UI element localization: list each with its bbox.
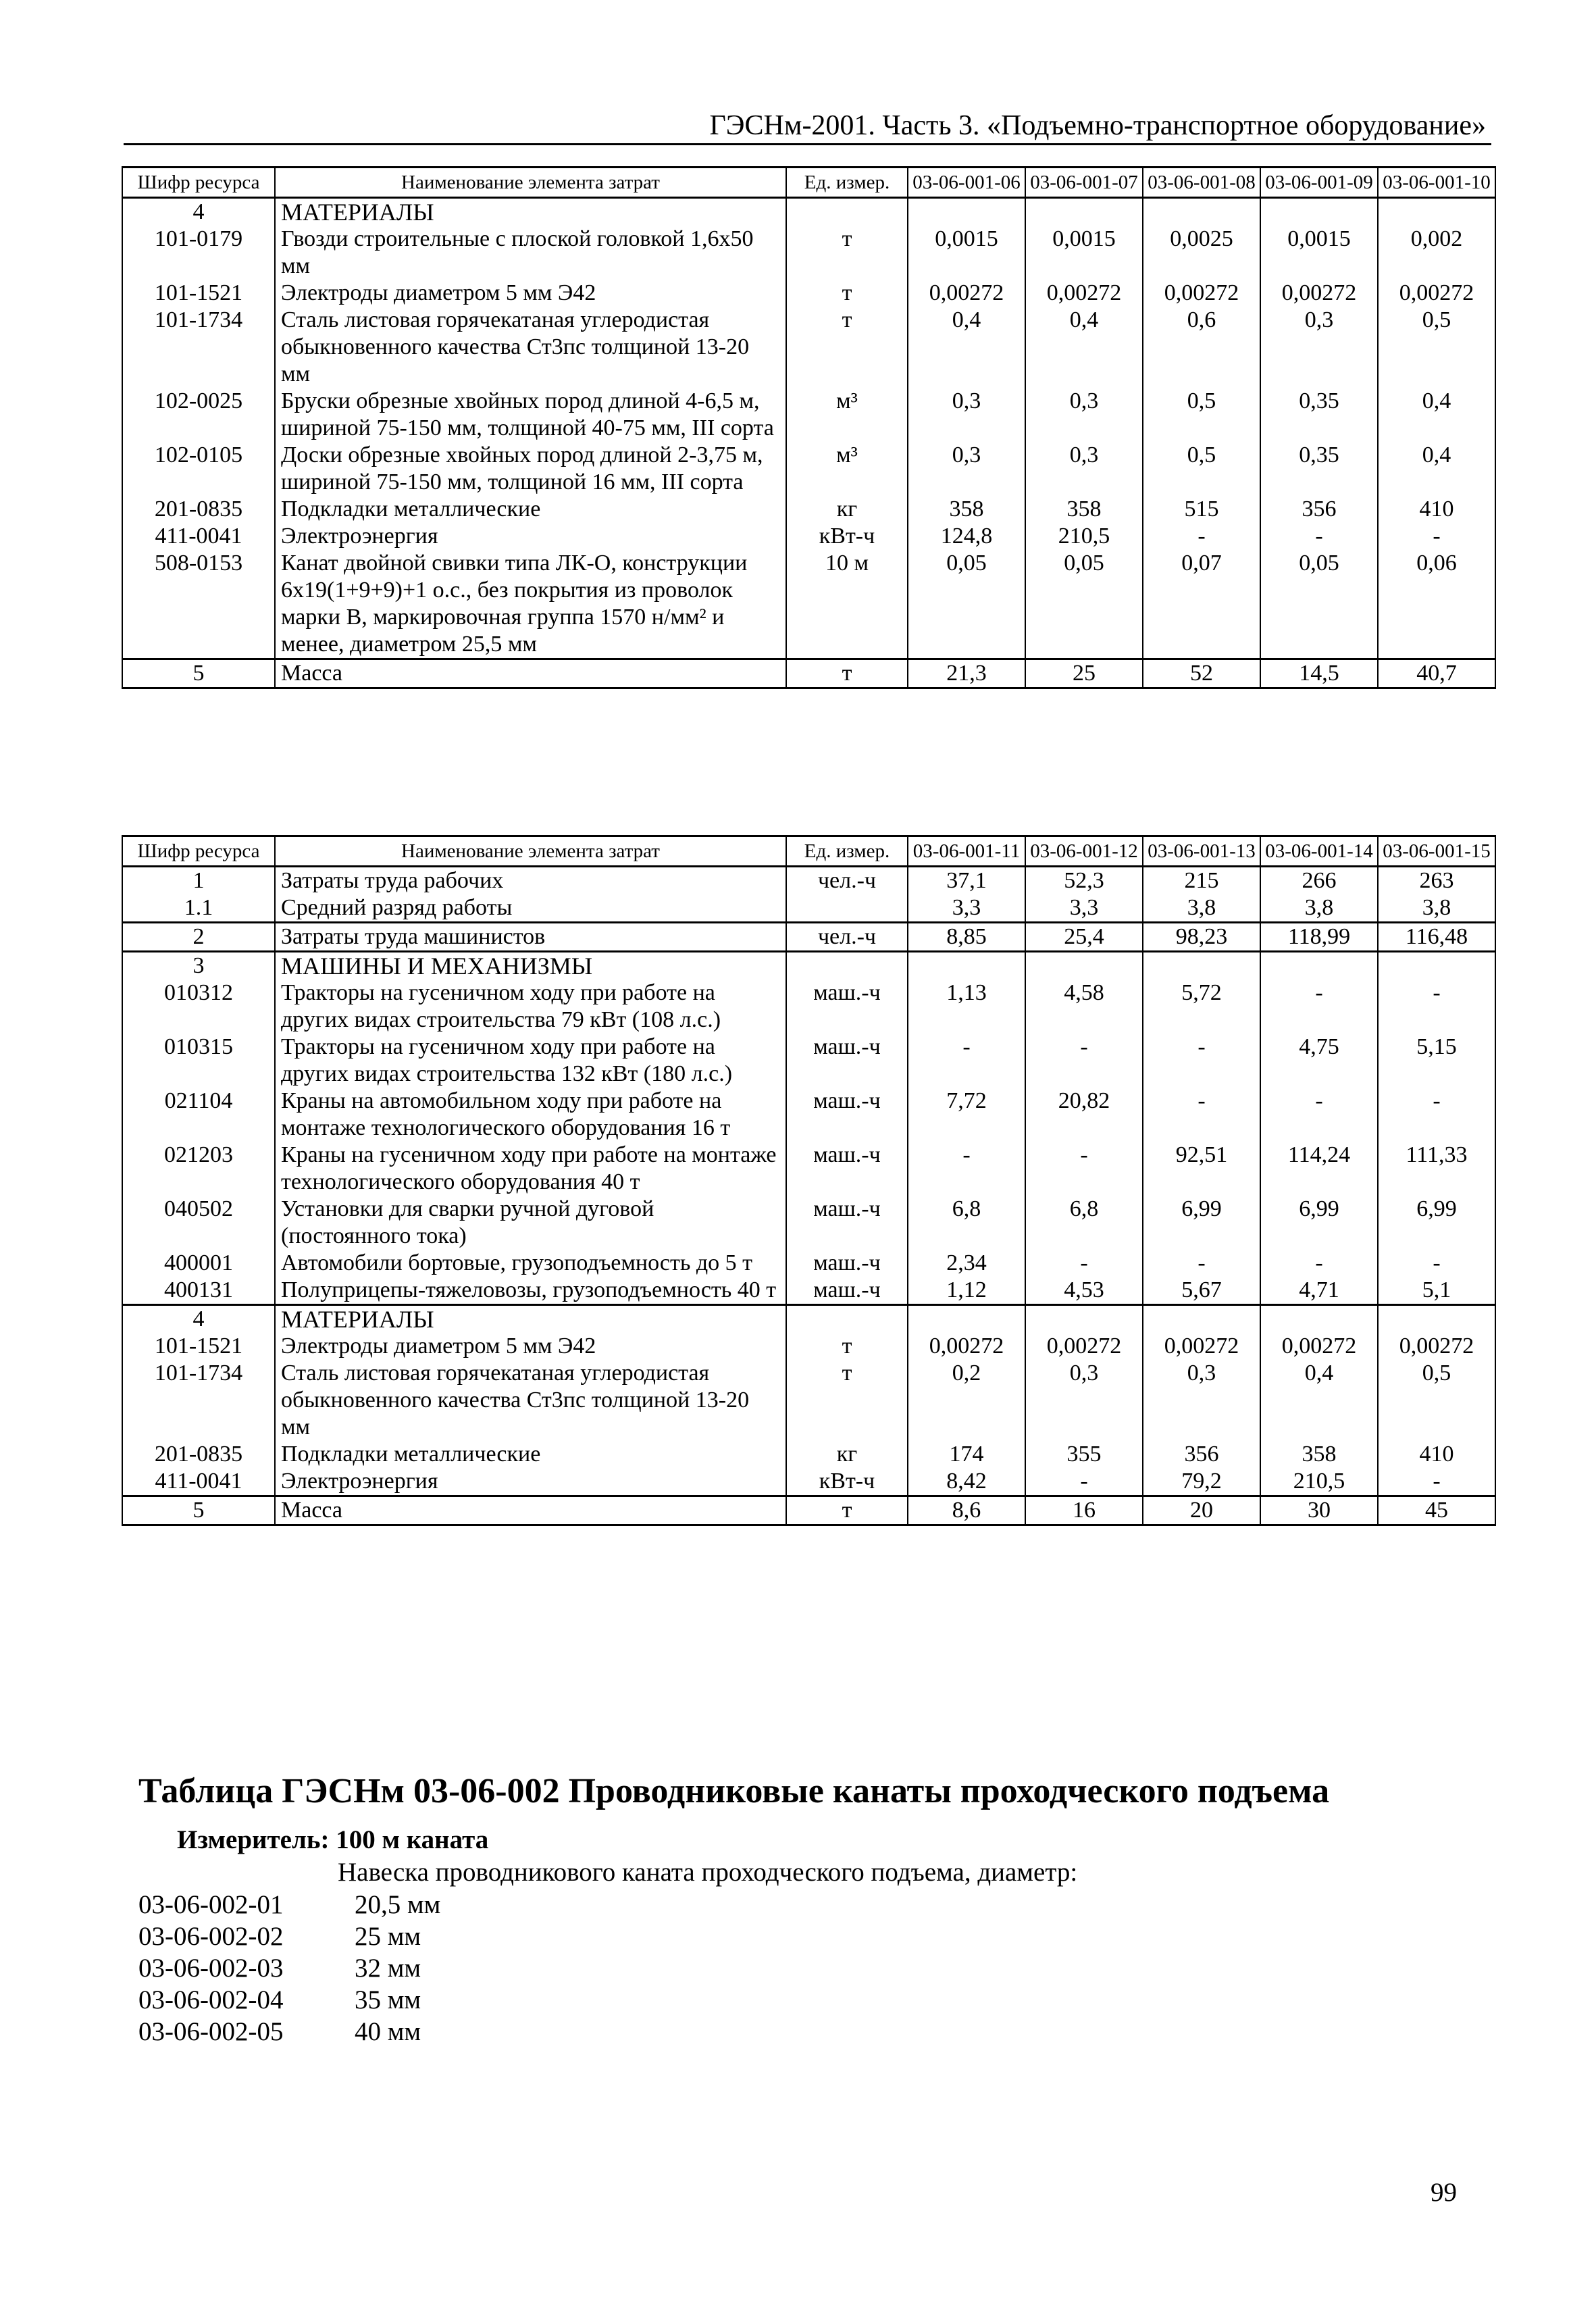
value-cell: 8,42	[908, 1468, 1025, 1496]
norm-code: 03-06-002-02	[138, 1922, 284, 1951]
value-cell: 0,3	[1025, 442, 1143, 496]
table-row	[122, 952, 1495, 980]
table-row	[122, 496, 1495, 523]
norm-diameter: 25 мм	[355, 1922, 421, 1951]
norm-diameter: 40 мм	[355, 2017, 421, 2046]
cost-element-name: Затраты труда рабочих	[275, 867, 786, 895]
norm-diameter: 35 мм	[355, 1985, 421, 2014]
value-cell: 0,0015	[1025, 226, 1143, 280]
value-cell: -	[1260, 1088, 1378, 1142]
value-cell: 2,34	[908, 1250, 1025, 1277]
value-cell: 0,3	[1260, 307, 1378, 388]
value-cell: 0,00272	[1025, 1333, 1143, 1360]
value-cell: 20,82	[1025, 1088, 1143, 1142]
cost-element-name: Электроэнергия	[275, 523, 786, 550]
resource-code: 3	[122, 952, 275, 980]
value-cell: 174	[908, 1441, 1025, 1468]
resource-code: 400001	[122, 1250, 275, 1277]
norm-code: 03-06-002-04	[138, 1985, 284, 2014]
cost-element-name: Канат двойной свивки типа ЛК-О, конструкции 6х19(1+9+9)+1 о.с., без покрытия из проволок марки В, маркировочная группа 1570 н/мм² и менее, диаметром 25,5 мм	[275, 550, 786, 659]
page-number: 99	[1431, 2178, 1457, 2207]
list-item	[138, 1984, 440, 2016]
resource-code: 508-0153	[122, 550, 275, 659]
value-cell: 0,4	[1378, 442, 1495, 496]
table-row	[122, 1277, 1495, 1305]
cost-element-name: Краны на автомобильном ходу при работе на монтаже технологического оборудования 16 т	[275, 1088, 786, 1142]
table-row	[122, 1142, 1495, 1196]
cost-element-name: Сталь листовая горячекатаная углеродистая обыкновенного качества Ст3пс толщиной 13-20 мм	[275, 1360, 786, 1441]
value-cell: 0,00272	[908, 1333, 1025, 1360]
value-cell: 0,35	[1260, 442, 1378, 496]
norm-diameter: 20,5 мм	[355, 1890, 441, 1919]
value-cell: 0,0015	[908, 226, 1025, 280]
resource-code: 4	[122, 198, 275, 226]
section-table-description: Навеска проводникового каната проходческого подъема, диаметр:	[338, 1858, 1078, 1887]
column-header: Шифр ресурса	[122, 168, 275, 198]
value-cell: -	[1143, 1034, 1260, 1088]
column-header: 03-06-001-09	[1260, 168, 1378, 198]
resource-code: 010312	[122, 980, 275, 1034]
table-header-row	[122, 168, 1495, 198]
cost-element-name: Краны на гусеничном ходу при работе на монтаже технологического оборудования 40 т	[275, 1142, 786, 1196]
value-cell: -	[1143, 1088, 1260, 1142]
value-cell: 356	[1260, 496, 1378, 523]
resource-code: 101-0179	[122, 226, 275, 280]
value-cell: 8,85	[908, 923, 1025, 952]
cost-element-name: МАТЕРИАЛЫ	[275, 198, 786, 226]
cost-element-name: Полуприцепы-тяжеловозы, грузоподъемность 40 т	[275, 1277, 786, 1305]
resource-code: 101-1734	[122, 307, 275, 388]
unit-cell: маш.-ч	[786, 980, 908, 1034]
table-header-row	[122, 836, 1495, 867]
cost-element-name: Подкладки металлические	[275, 496, 786, 523]
unit-cell: чел.-ч	[786, 867, 908, 895]
value-cell: -	[1378, 1250, 1495, 1277]
value-cell: 0,00272	[1378, 280, 1495, 307]
resource-code: 101-1521	[122, 1333, 275, 1360]
resource-code: 201-0835	[122, 496, 275, 523]
unit-cell: м³	[786, 442, 908, 496]
value-cell: 111,33	[1378, 1142, 1495, 1196]
unit-cell: т	[786, 659, 908, 688]
unit-cell: кВт-ч	[786, 1468, 908, 1496]
value-cell: 0,5	[1378, 307, 1495, 388]
value-cell: 6,99	[1378, 1196, 1495, 1250]
value-cell	[908, 1305, 1025, 1333]
value-cell: 21,3	[908, 659, 1025, 688]
value-cell: 0,05	[1025, 550, 1143, 659]
table-row	[122, 307, 1495, 388]
value-cell: 410	[1378, 1441, 1495, 1468]
value-cell: 6,8	[1025, 1196, 1143, 1250]
list-item	[138, 1889, 440, 1921]
value-cell: 0,6	[1143, 307, 1260, 388]
unit-cell: маш.-ч	[786, 1142, 908, 1196]
norms-table-001-06-10	[122, 166, 1496, 689]
column-header: Наименование элемента затрат	[275, 168, 786, 198]
value-cell: -	[908, 1034, 1025, 1088]
column-header: Ед. измер.	[786, 168, 908, 198]
norms-table-001-11-15	[122, 835, 1496, 1526]
value-cell: 0,4	[1025, 307, 1143, 388]
value-cell: 0,4	[1378, 388, 1495, 442]
cost-element-name: Доски обрезные хвойных пород длиной 2-3,75 м, шириной 75-150 мм, толщиной 16 мм, III сорта	[275, 442, 786, 496]
resource-code: 2	[122, 923, 275, 952]
value-cell: 210,5	[1025, 523, 1143, 550]
cost-element-name: Тракторы на гусеничном ходу при работе на других видах строительства 79 кВт (108 л.с.)	[275, 980, 786, 1034]
value-cell: 0,5	[1378, 1360, 1495, 1441]
table-row	[122, 442, 1495, 496]
table-row	[122, 1468, 1495, 1496]
table-row	[122, 980, 1495, 1034]
value-cell: 0,5	[1143, 388, 1260, 442]
cost-element-name: Сталь листовая горячекатаная углеродистая обыкновенного качества Ст3пс толщиной 13-20 мм	[275, 307, 786, 388]
value-cell	[1143, 198, 1260, 226]
unit-cell: маш.-ч	[786, 1088, 908, 1142]
table-row	[122, 1034, 1495, 1088]
value-cell: 3,8	[1143, 894, 1260, 923]
value-cell: 0,3	[1025, 388, 1143, 442]
table-row	[122, 1333, 1495, 1360]
value-cell	[1143, 1305, 1260, 1333]
value-cell: 5,72	[1143, 980, 1260, 1034]
value-cell: 0,0025	[1143, 226, 1260, 280]
resource-code: 1.1	[122, 894, 275, 923]
value-cell: 4,58	[1025, 980, 1143, 1034]
value-cell: 356	[1143, 1441, 1260, 1468]
cost-element-name: Электроды диаметром 5 мм Э42	[275, 1333, 786, 1360]
value-cell: 52,3	[1025, 867, 1143, 895]
column-header: Шифр ресурса	[122, 836, 275, 867]
list-item	[138, 1952, 440, 1984]
value-cell: 116,48	[1378, 923, 1495, 952]
unit-cell: кВт-ч	[786, 523, 908, 550]
resource-code: 010315	[122, 1034, 275, 1088]
value-cell: 37,1	[908, 867, 1025, 895]
column-header: Ед. измер.	[786, 836, 908, 867]
cost-element-name: Электроды диаметром 5 мм Э42	[275, 280, 786, 307]
value-cell: 0,00272	[1378, 1333, 1495, 1360]
unit-cell: маш.-ч	[786, 1250, 908, 1277]
value-cell: 6,99	[1260, 1196, 1378, 1250]
value-cell: 5,67	[1143, 1277, 1260, 1305]
value-cell: 7,72	[908, 1088, 1025, 1142]
table-row	[122, 1196, 1495, 1250]
value-cell: 3,3	[908, 894, 1025, 923]
value-cell: 0,3	[908, 442, 1025, 496]
resource-code: 201-0835	[122, 1441, 275, 1468]
unit-cell: т	[786, 1496, 908, 1525]
unit-cell: м³	[786, 388, 908, 442]
value-cell: 4,71	[1260, 1277, 1378, 1305]
unit-cell: т	[786, 226, 908, 280]
value-cell: -	[1025, 1468, 1143, 1496]
resource-code: 040502	[122, 1196, 275, 1250]
norm-code: 03-06-002-03	[138, 1954, 284, 1983]
resource-code: 101-1521	[122, 280, 275, 307]
value-cell: 0,05	[908, 550, 1025, 659]
value-cell: 45	[1378, 1496, 1495, 1525]
column-header: Наименование элемента затрат	[275, 836, 786, 867]
value-cell: 215	[1143, 867, 1260, 895]
cost-element-name: Электроэнергия	[275, 1468, 786, 1496]
value-cell	[1260, 1305, 1378, 1333]
value-cell: -	[1378, 1088, 1495, 1142]
resource-code: 5	[122, 1496, 275, 1525]
value-cell: 14,5	[1260, 659, 1378, 688]
value-cell: 358	[1260, 1441, 1378, 1468]
norm-code-list	[138, 1889, 440, 2048]
value-cell: -	[1378, 1468, 1495, 1496]
value-cell	[1025, 952, 1143, 980]
value-cell: 0,5	[1143, 442, 1260, 496]
value-cell: 4,53	[1025, 1277, 1143, 1305]
value-cell: 410	[1378, 496, 1495, 523]
table-row	[122, 1088, 1495, 1142]
value-cell: 3,3	[1025, 894, 1143, 923]
unit-cell: т	[786, 1360, 908, 1441]
value-cell	[908, 198, 1025, 226]
value-cell: 0,35	[1260, 388, 1378, 442]
cost-element-name: Средний разряд работы	[275, 894, 786, 923]
unit-cell: маш.-ч	[786, 1196, 908, 1250]
value-cell: 8,6	[908, 1496, 1025, 1525]
table-row	[122, 1441, 1495, 1468]
value-cell: 6,8	[908, 1196, 1025, 1250]
value-cell: -	[1143, 523, 1260, 550]
cost-element-name: Тракторы на гусеничном ходу при работе на других видах строительства 132 кВт (180 л.с.)	[275, 1034, 786, 1088]
value-cell: 52	[1143, 659, 1260, 688]
cost-element-name: МАТЕРИАЛЫ	[275, 1305, 786, 1333]
table-row	[122, 226, 1495, 280]
cost-element-name: МАШИНЫ И МЕХАНИЗМЫ	[275, 952, 786, 980]
running-header: ГЭСНм-2001. Часть 3. «Подъемно-транспортное оборудование»	[709, 110, 1486, 141]
column-header: 03-06-001-13	[1143, 836, 1260, 867]
value-cell: 25,4	[1025, 923, 1143, 952]
value-cell: 358	[1025, 496, 1143, 523]
unit-cell: кг	[786, 1441, 908, 1468]
value-cell: 0,4	[908, 307, 1025, 388]
value-cell: 0,05	[1260, 550, 1378, 659]
value-cell: 1,12	[908, 1277, 1025, 1305]
norm-diameter: 32 мм	[355, 1954, 421, 1983]
value-cell: 25	[1025, 659, 1143, 688]
table-row	[122, 867, 1495, 895]
table-row	[122, 198, 1495, 226]
table-row	[122, 1360, 1495, 1441]
value-cell: -	[1378, 980, 1495, 1034]
unit-cell: т	[786, 280, 908, 307]
column-header: 03-06-001-10	[1378, 168, 1495, 198]
resource-code: 411-0041	[122, 523, 275, 550]
value-cell: 358	[908, 496, 1025, 523]
value-cell	[1378, 1305, 1495, 1333]
column-header: 03-06-001-07	[1025, 168, 1143, 198]
resource-code: 4	[122, 1305, 275, 1333]
value-cell: 266	[1260, 867, 1378, 895]
unit-cell: 10 м	[786, 550, 908, 659]
unit-cell: т	[786, 307, 908, 388]
value-cell: -	[1025, 1034, 1143, 1088]
value-cell: -	[1025, 1250, 1143, 1277]
value-cell: 0,00272	[1143, 1333, 1260, 1360]
resource-code: 1	[122, 867, 275, 895]
cost-element-name: Подкладки металлические	[275, 1441, 786, 1468]
header-rule	[124, 143, 1491, 145]
value-cell: 210,5	[1260, 1468, 1378, 1496]
norm-code: 03-06-002-01	[138, 1890, 284, 1919]
resource-code: 021104	[122, 1088, 275, 1142]
resource-code: 102-0025	[122, 388, 275, 442]
list-item	[138, 2016, 440, 2048]
column-header: 03-06-001-06	[908, 168, 1025, 198]
value-cell: 0,0015	[1260, 226, 1378, 280]
norm-code: 03-06-002-05	[138, 2017, 284, 2046]
resource-code: 411-0041	[122, 1468, 275, 1496]
value-cell: 515	[1143, 496, 1260, 523]
value-cell: 0,06	[1378, 550, 1495, 659]
value-cell: -	[908, 1142, 1025, 1196]
value-cell: 0,3	[1143, 1360, 1260, 1441]
table-row	[122, 659, 1495, 688]
value-cell	[1260, 952, 1378, 980]
unit-cell: т	[786, 1333, 908, 1360]
value-cell: 92,51	[1143, 1142, 1260, 1196]
value-cell: -	[1143, 1250, 1260, 1277]
unit-cell	[786, 198, 908, 226]
value-cell: -	[1260, 980, 1378, 1034]
value-cell: 263	[1378, 867, 1495, 895]
section-table-measure: Измеритель: 100 м каната	[177, 1825, 489, 1854]
table-row	[122, 523, 1495, 550]
cost-element-name: Автомобили бортовые, грузоподъемность до 5 т	[275, 1250, 786, 1277]
value-cell: 0,00272	[1025, 280, 1143, 307]
value-cell: 0,00272	[1143, 280, 1260, 307]
unit-cell: кг	[786, 496, 908, 523]
value-cell: 0,00272	[1260, 280, 1378, 307]
list-item	[138, 1921, 440, 1952]
table-row	[122, 388, 1495, 442]
value-cell: 5,15	[1378, 1034, 1495, 1088]
value-cell: 79,2	[1143, 1468, 1260, 1496]
column-header: 03-06-001-15	[1378, 836, 1495, 867]
cost-element-name: Масса	[275, 1496, 786, 1525]
unit-cell: маш.-ч	[786, 1034, 908, 1088]
resource-code: 101-1734	[122, 1360, 275, 1441]
value-cell: 355	[1025, 1441, 1143, 1468]
cost-element-name: Гвозди строительные с плоской головкой 1,6х50 мм	[275, 226, 786, 280]
value-cell	[1378, 952, 1495, 980]
value-cell: 0,3	[1025, 1360, 1143, 1441]
value-cell: 0,07	[1143, 550, 1260, 659]
table-row	[122, 280, 1495, 307]
column-header: 03-06-001-11	[908, 836, 1025, 867]
value-cell	[1378, 198, 1495, 226]
value-cell: 0,00272	[908, 280, 1025, 307]
resource-code: 5	[122, 659, 275, 688]
value-cell: 0,4	[1260, 1360, 1378, 1441]
column-header: 03-06-001-14	[1260, 836, 1378, 867]
value-cell: 4,75	[1260, 1034, 1378, 1088]
cost-element-name: Затраты труда машинистов	[275, 923, 786, 952]
unit-cell	[786, 894, 908, 923]
value-cell	[1025, 198, 1143, 226]
table-row	[122, 894, 1495, 923]
value-cell: 98,23	[1143, 923, 1260, 952]
resource-code: 021203	[122, 1142, 275, 1196]
value-cell	[1260, 198, 1378, 226]
value-cell	[1143, 952, 1260, 980]
unit-cell	[786, 952, 908, 980]
value-cell: -	[1260, 523, 1378, 550]
value-cell: 40,7	[1378, 659, 1495, 688]
value-cell: 0,00272	[1260, 1333, 1378, 1360]
unit-cell: маш.-ч	[786, 1277, 908, 1305]
cost-element-name: Масса	[275, 659, 786, 688]
table-row	[122, 550, 1495, 659]
column-header: 03-06-001-08	[1143, 168, 1260, 198]
value-cell	[908, 952, 1025, 980]
table-row	[122, 1496, 1495, 1525]
value-cell	[1025, 1305, 1143, 1333]
value-cell: 3,8	[1378, 894, 1495, 923]
value-cell: -	[1378, 523, 1495, 550]
value-cell: 20	[1143, 1496, 1260, 1525]
section-table-title: Таблица ГЭСНм 03-06-002 Проводниковые канаты проходческого подъема	[138, 1772, 1330, 1810]
unit-cell	[786, 1305, 908, 1333]
cost-element-name: Бруски обрезные хвойных пород длиной 4-6,5 м, шириной 75-150 мм, толщиной 40-75 мм, III сорта	[275, 388, 786, 442]
value-cell: 5,1	[1378, 1277, 1495, 1305]
table-row	[122, 1305, 1495, 1333]
value-cell: 0,3	[908, 388, 1025, 442]
value-cell: 118,99	[1260, 923, 1378, 952]
value-cell: 3,8	[1260, 894, 1378, 923]
table-row	[122, 923, 1495, 952]
value-cell: 30	[1260, 1496, 1378, 1525]
value-cell: -	[1260, 1250, 1378, 1277]
unit-cell: чел.-ч	[786, 923, 908, 952]
value-cell: 114,24	[1260, 1142, 1378, 1196]
value-cell: 0,2	[908, 1360, 1025, 1441]
cost-element-name: Установки для сварки ручной дуговой (постоянного тока)	[275, 1196, 786, 1250]
value-cell: 16	[1025, 1496, 1143, 1525]
value-cell: 1,13	[908, 980, 1025, 1034]
value-cell: 6,99	[1143, 1196, 1260, 1250]
value-cell: 0,002	[1378, 226, 1495, 280]
value-cell: -	[1025, 1142, 1143, 1196]
value-cell: 124,8	[908, 523, 1025, 550]
table-row	[122, 1250, 1495, 1277]
column-header: 03-06-001-12	[1025, 836, 1143, 867]
resource-code: 102-0105	[122, 442, 275, 496]
resource-code: 400131	[122, 1277, 275, 1305]
